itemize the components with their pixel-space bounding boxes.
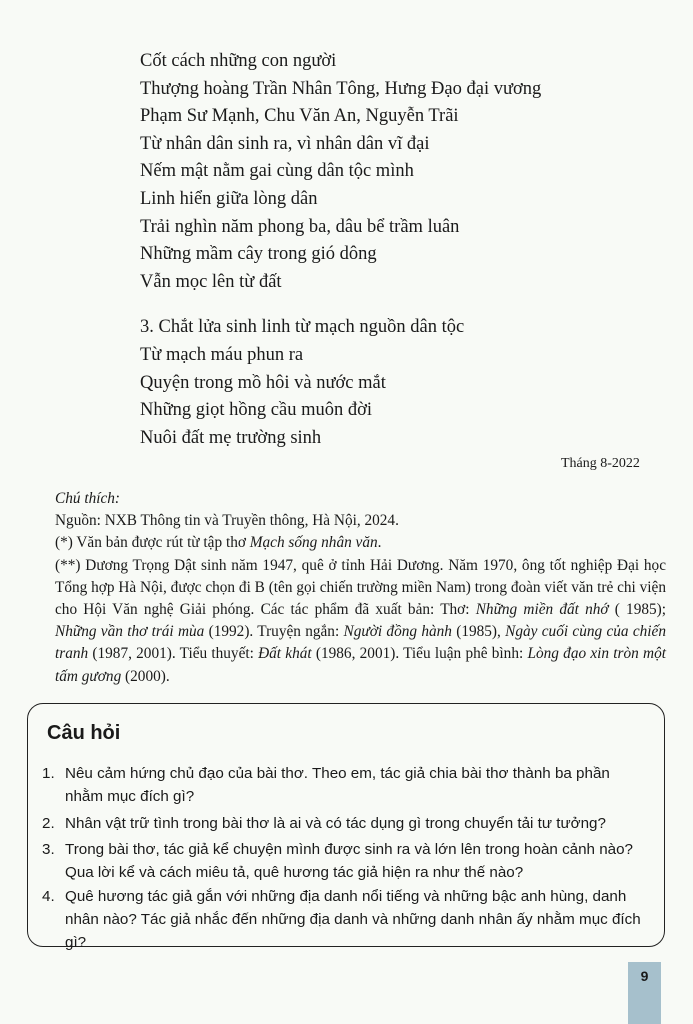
question-item [42, 838, 642, 884]
note-text: (2000). [121, 667, 170, 685]
note-title: Mạch sống nhân văn [249, 534, 378, 552]
question-number: 4. [42, 888, 55, 905]
poem-line: Thượng hoàng Trần Nhân Tông, Hưng Đạo đại vương [140, 78, 542, 99]
note-text: (1987, 2001). Tiểu thuyết: [88, 645, 259, 663]
note-text: (1985), [451, 623, 506, 641]
question-text: Nêu cảm hứng chủ đạo của bài thơ. Theo em, tác giả chia bài thơ thành ba phần nhằm mục đích gì? [65, 765, 610, 805]
notes-heading: Chú thích: [55, 490, 121, 507]
poem-line: Nuôi đất mẹ trường sinh [140, 427, 322, 448]
work-title: Ngày cuối cùng của chiến tranh [55, 623, 666, 663]
poem-date: Tháng 8-2022 [561, 456, 640, 471]
page-number: 9 [628, 962, 661, 1024]
question-number: 2. [42, 815, 55, 832]
question-item [42, 885, 642, 954]
poem-line: Trải nghìn năm phong ba, dâu bể trầm luân [140, 216, 460, 237]
poem-line: Linh hiển giữa lòng dân [140, 188, 318, 209]
poem-line: Nếm mật nằm gai cùng dân tộc mình [140, 161, 414, 182]
question-number: 3. [42, 841, 55, 858]
poem-line: Quyện trong mồ hôi và nước mắt [140, 372, 386, 393]
footnotes [55, 488, 666, 688]
poem-line: Những giọt hồng cầu muôn đời [140, 400, 373, 421]
work-title: Đất khát [258, 645, 312, 663]
note-text: (**) Dương Trọng Dật sinh năm 1947, quê ở tỉnh Hải Dương. Năm 1970, ông tốt nghiệp Đại học Tổng hợp Hà Nội, được chọn đi B (tên gọi chiến trường miền Nam) trong đoàn viết văn trẻ chi viện cho Hội Văn nghệ Giải phóng. Các tác phẩm đã xuất bản: Thơ: [55, 556, 666, 619]
work-title: Những vần thơ trái mùa [55, 623, 205, 641]
poem [140, 48, 541, 452]
poem-line: Những mầm cây trong gió dông [140, 244, 377, 265]
note-1 [55, 532, 666, 554]
question-item [42, 762, 642, 808]
question-text: Nhân vật trữ tình trong bài thơ là ai và có tác dụng gì trong chuyển tải tư tưởng? [65, 815, 606, 832]
question-text: Trong bài thơ, tác giả kể chuyện mình được sinh ra và lớn lên trong hoàn cảnh nào? Qua lời kể và cách miêu tả, quê hương tác giả hiện ra như thế nào? [65, 841, 634, 881]
note-text: (1986, 2001). Tiểu luận phê bình: [311, 645, 528, 663]
question-number: 1. [42, 765, 55, 782]
poem-line: Vẫn mọc lên từ đất [140, 271, 282, 292]
question-text: Quê hương tác giả gắn với những địa danh nổi tiếng và những bậc anh hùng, danh nhân nào? Tác giả nhắc đến những địa danh và những danh nhân ấy nhằm mục đích gì? [65, 888, 641, 951]
work-title: Người đồng hành [343, 623, 452, 641]
note-2 [55, 555, 666, 688]
note-text: (*) Văn bản được rút từ tập thơ [55, 534, 250, 552]
note-text: ( 1985); [608, 601, 666, 619]
poem-line: 3. Chắt lửa sinh linh từ mạch nguồn dân tộc [140, 317, 465, 338]
questions-title: Câu hỏi [47, 722, 121, 744]
questions-box [27, 703, 665, 951]
poem-line: Từ nhân dân sinh ra, vì nhân dân vĩ đại [140, 133, 430, 154]
work-title: Lòng đạo xin tròn một tấm gương [55, 645, 666, 685]
poem-line: Từ mạch máu phun ra [140, 344, 304, 365]
note-text: (1992). Truyện ngắn: [204, 623, 344, 641]
work-title: Những miền đất nhớ [475, 601, 609, 619]
note-text: . [377, 534, 382, 552]
question-item [42, 812, 642, 835]
poem-line: Cốt cách những con người [140, 51, 337, 71]
source-note: Nguồn: NXB Thông tin và Truyền thông, Hà Nội, 2024. [55, 512, 399, 530]
poem-line: Phạm Sư Mạnh, Chu Văn An, Nguyễn Trãi [140, 106, 459, 127]
